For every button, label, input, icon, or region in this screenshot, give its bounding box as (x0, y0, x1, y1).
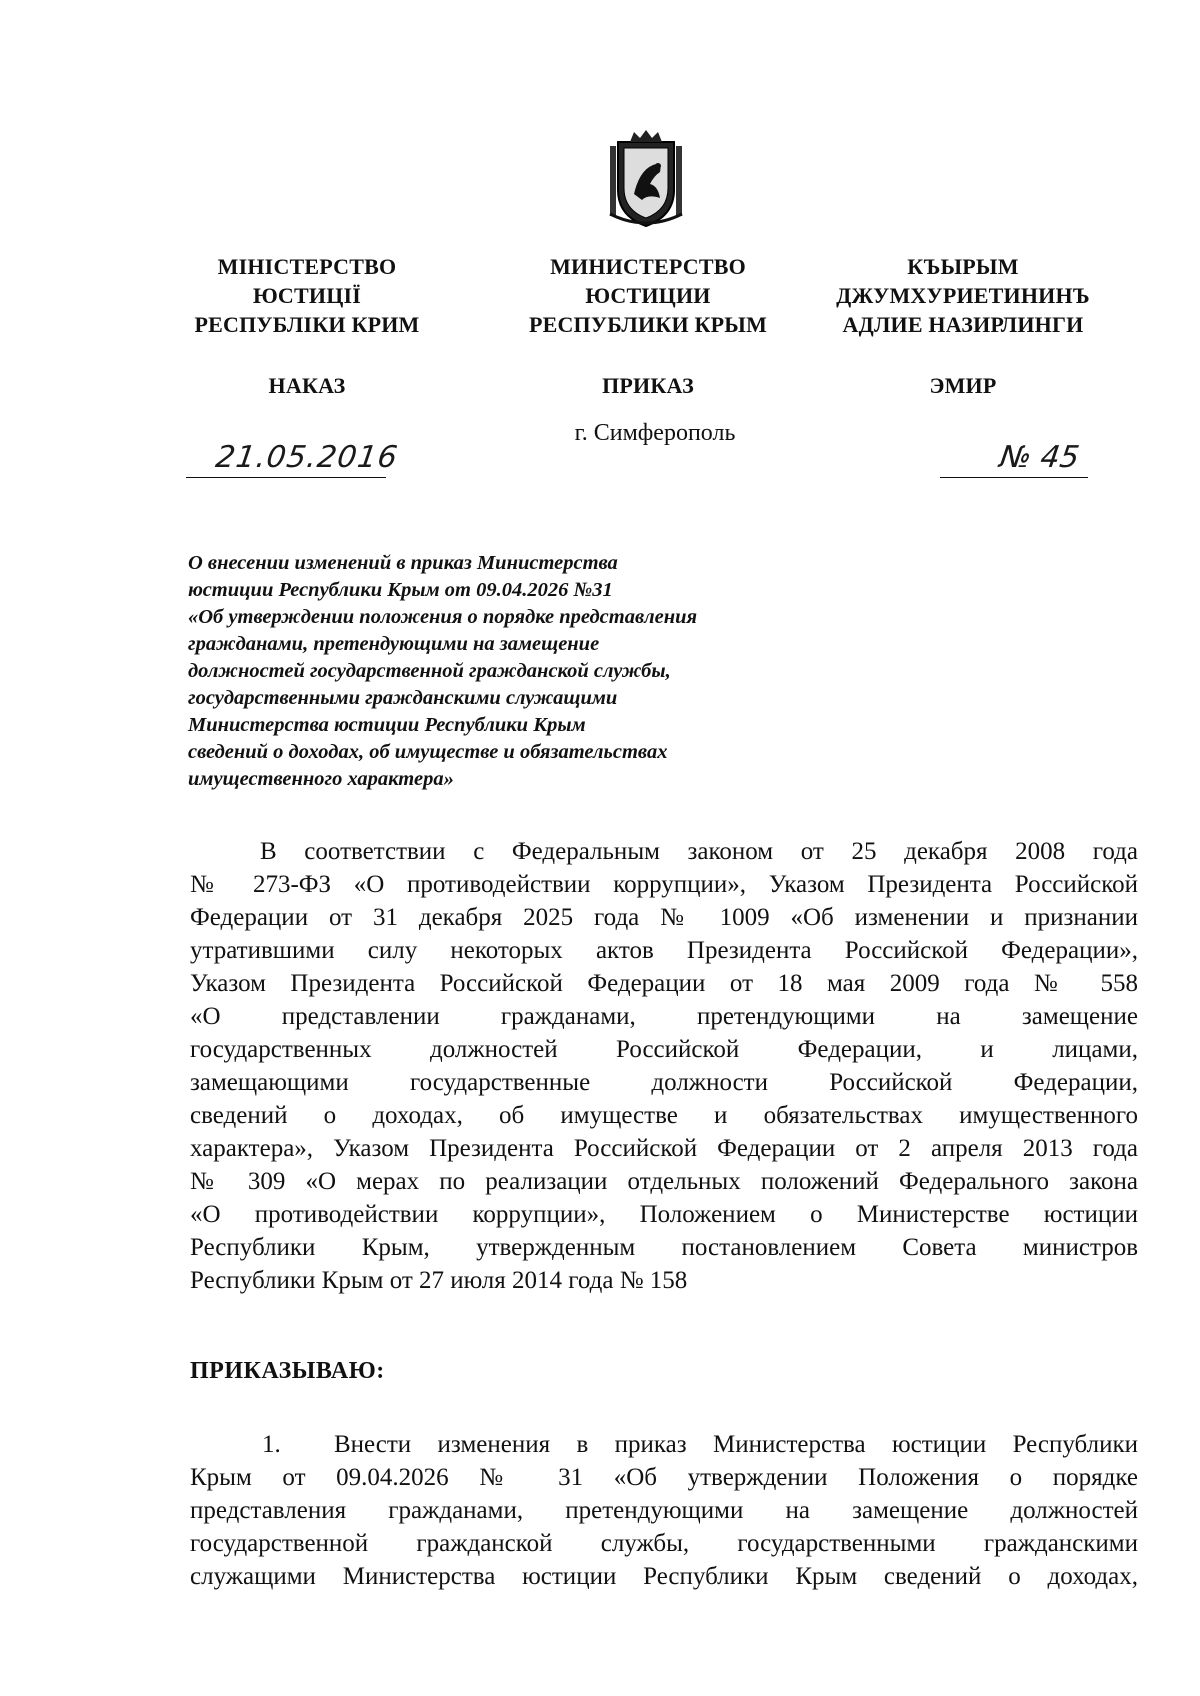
title-line: РЕСПУБЛИКИ КРЫМ (528, 312, 768, 337)
item-line: государственной гражданской службы, государственными гражданскими (190, 1530, 1138, 1557)
paragraph-line: Республики Крым от 27 июля 2014 года № 158 (190, 1267, 688, 1294)
subject-line: «Об утверждении положения о порядке представления (188, 606, 698, 628)
item-line: представления гражданами, претендующими на замещение должностей (190, 1497, 1138, 1524)
city-name: г. Симферополь (574, 420, 736, 446)
subject-line: Министерства юстиции Республики Крым (188, 714, 586, 736)
paragraph-line: Указом Президента Российской Федерации от 18 мая 2009 года № 558 (190, 970, 1138, 997)
subject-line: юстиции Республики Крым от 09.04.2026 №31 (188, 579, 613, 601)
item-line: служащими Министерства юстиции Республики Крым сведений о доходах, (190, 1563, 1138, 1590)
subject-line: имущественного характера» (188, 768, 454, 790)
paragraph-line: характера», Указом Президента Российской Федерации от 2 апреля 2013 года (190, 1135, 1138, 1162)
item-line (190, 1428, 1138, 1461)
item-line: Крым от 09.04.2026 № 31 «Об утверждении Положения о порядке (190, 1464, 1138, 1491)
header-ukrainian (162, 252, 452, 400)
paragraph-line: сведений о доходах, об имуществе и обязательствах имущественного (190, 1102, 1138, 1129)
title-line: КЪЫРЫМ (907, 254, 1019, 279)
ministry-title-ua (162, 252, 452, 339)
paragraph-line: «О представлении гражданами, претендующими на замещение (190, 1003, 1138, 1030)
title-line: ДЖУМХУРИЕТИНИНЪ (836, 283, 1090, 308)
ministry-title-ru (503, 252, 793, 339)
date-underline (186, 477, 386, 478)
paragraph-line: замещающими государственные должности Российской Федерации, (190, 1069, 1138, 1096)
subject-line: гражданами, претендующими на замещение (188, 633, 600, 655)
paragraph-line: утратившими силу некоторых актов Президента Российской Федерации», (190, 937, 1138, 964)
title-line: ЮСТИЦИИ (585, 283, 711, 308)
document-kind-ct: ЭМИР (929, 373, 997, 398)
subject-line: О внесении изменений в приказ Министерства (188, 552, 618, 574)
coat-of-arms-emblem (604, 128, 688, 230)
document-kind-ru: ПРИКАЗ (602, 373, 694, 398)
preamble-paragraph (190, 835, 1138, 1297)
header-crimean-tatar (818, 252, 1108, 400)
item-number: 1. (262, 1431, 281, 1458)
order-item-1 (190, 1428, 1138, 1593)
document-subject (188, 550, 828, 793)
subject-line: сведений о доходах, об имуществе и обязательствах (188, 741, 668, 763)
handwritten-date: 21.05.2016 (213, 440, 401, 475)
ministry-title-ct (818, 252, 1108, 339)
paragraph-line: государственных должностей Российской Федерации, и лицами, (190, 1036, 1138, 1063)
paragraph-line: Федерации от 31 декабря 2025 года № 1009 «Об изменении и признании (190, 904, 1138, 931)
title-line: МИНИСТЕРСТВО (550, 254, 746, 279)
item-text: Внести изменения в приказ Министерства юстиции Республики (334, 1431, 1138, 1458)
handwritten-number: № 45 (997, 440, 1082, 475)
number-underline (940, 477, 1088, 478)
order-heading: ПРИКАЗЫВАЮ: (190, 1358, 385, 1384)
paragraph-line: № 273-ФЗ «О противодействии коррупции», Указом Президента Российской (190, 871, 1138, 898)
subject-line: должностей государственной гражданской службы, (188, 660, 671, 682)
paragraph-line: Республики Крым, утвержденным постановлением Совета министров (190, 1234, 1138, 1261)
paragraph-line: В соответствии с Федеральным законом от 25 декабря 2008 года (260, 838, 1138, 865)
title-line: АДЛИЕ НАЗИРЛИНГИ (842, 312, 1084, 337)
title-line: ЮСТИЦІЇ (252, 283, 362, 308)
title-line: МІНІСТЕРСТВО (217, 254, 397, 279)
paragraph-line: «О противодействии коррупции», Положением о Министерстве юстиции (190, 1201, 1138, 1228)
title-line: РЕСПУБЛІКИ КРИМ (194, 312, 420, 337)
subject-line: государственными гражданскими служащими (188, 687, 618, 709)
paragraph-line: № 309 «О мерах по реализации отдельных положений Федерального закона (190, 1168, 1138, 1195)
document-kind-ua: НАКАЗ (268, 373, 346, 398)
header-russian (503, 252, 793, 400)
